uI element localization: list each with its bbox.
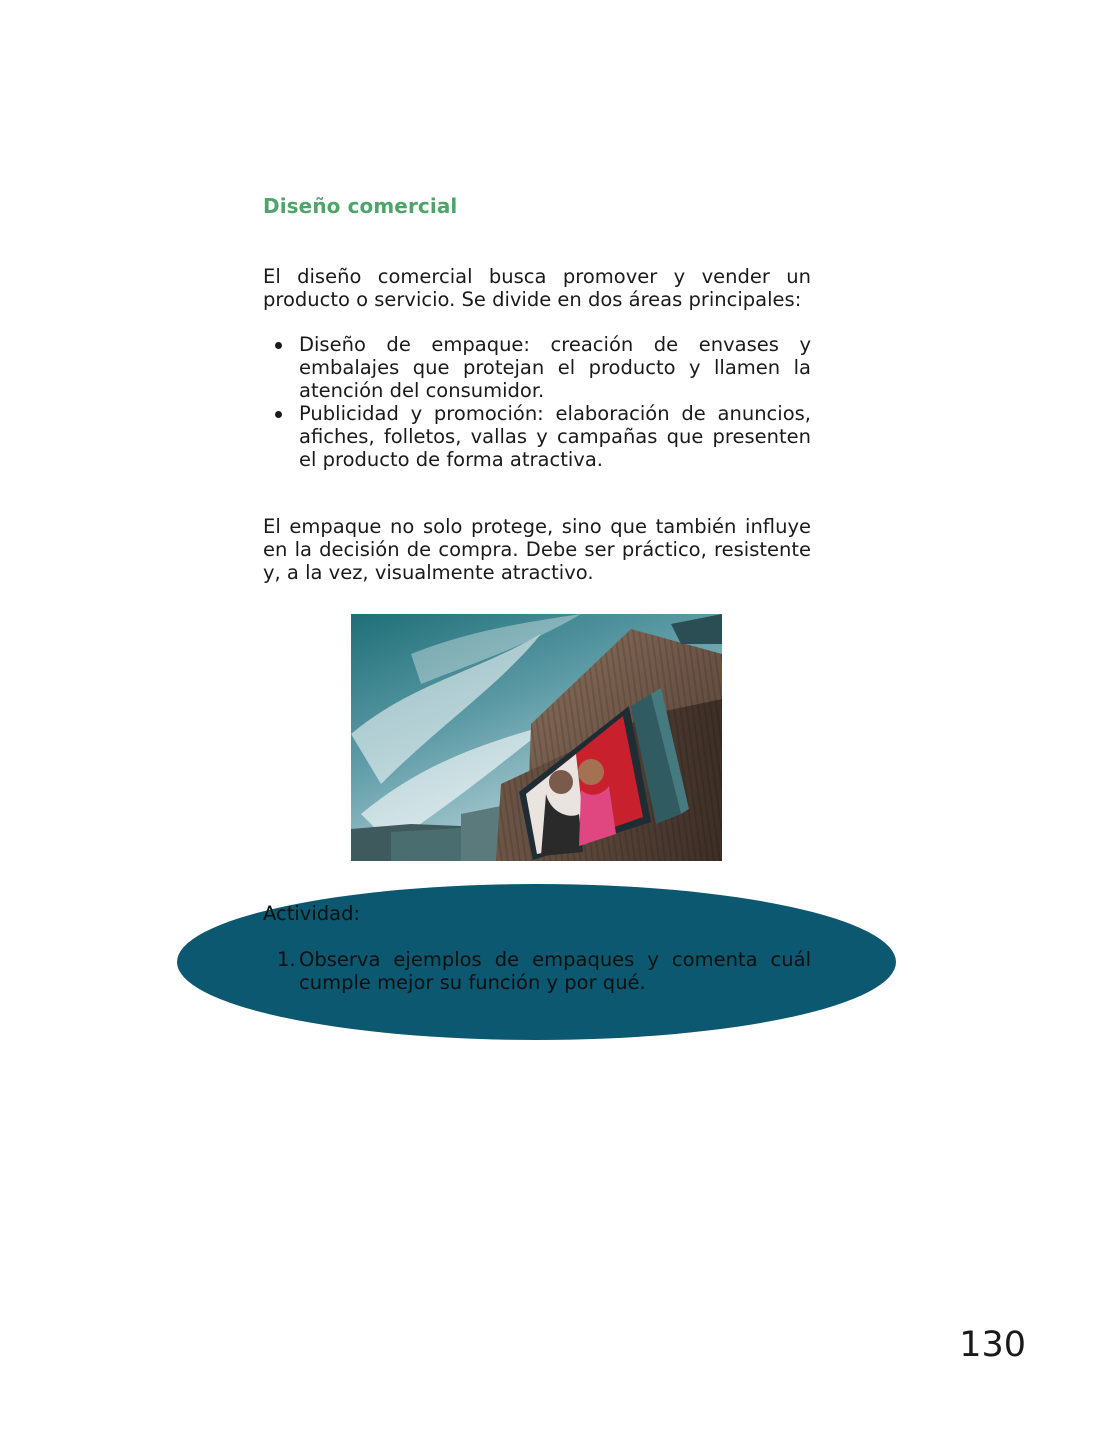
intro-paragraph: El diseño comercial busca promover y vender un producto o servicio. Se divide en dos áreas principales: (263, 265, 811, 311)
item-text: Observa ejemplos de empaques y comenta cuál cumple mejor su función y por qué. (299, 948, 811, 994)
closing-paragraph: El empaque no solo protege, sino que también influye en la decisión de compra. Debe ser práctico, resistente y, a la vez, visualmente atractivo. (263, 515, 811, 584)
bullet-text: Diseño de empaque: creación de envases y embalajes que protejan el producto y llamen la atención del consumidor. (299, 333, 811, 402)
item-number: 1. (277, 948, 296, 971)
page-number: 130 (959, 1325, 1026, 1365)
bullet-icon (275, 411, 282, 418)
list-item (263, 948, 811, 994)
list-item (263, 333, 811, 402)
billboard-building-photo (351, 614, 722, 861)
activity-list (263, 948, 811, 994)
bullet-text: Publicidad y promoción: elaboración de anuncios, afiches, folletos, vallas y campañas que presenten el producto de forma atractiva. (299, 402, 811, 471)
activity-label: Actividad: (263, 902, 361, 925)
bullet-list (263, 333, 811, 471)
list-item (263, 402, 811, 471)
bullet-icon (275, 342, 282, 349)
section-title: Diseño comercial (263, 194, 458, 218)
